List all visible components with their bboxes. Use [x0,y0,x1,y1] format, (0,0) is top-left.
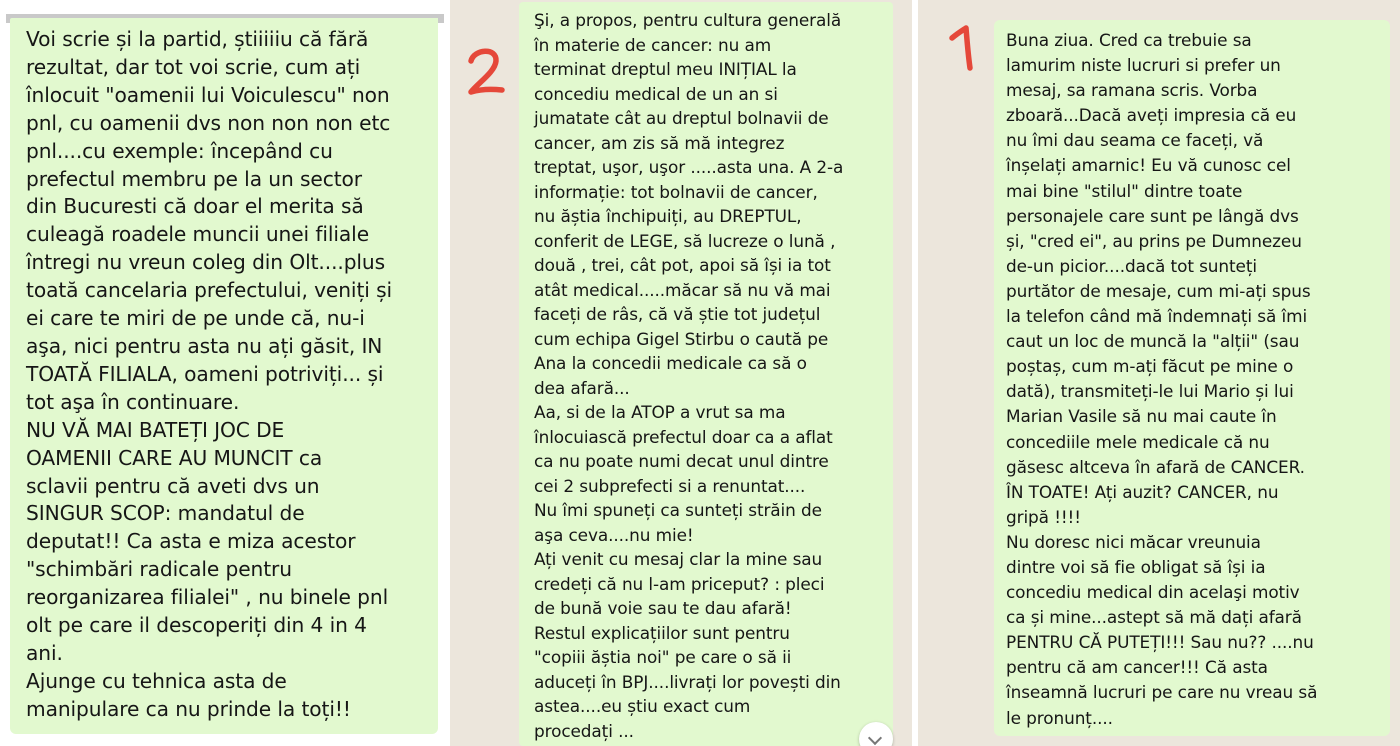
message-bubble: Voi scrie și la partid, știiiiiu că fără rezultat, dar tot voi scrie, cum ați înlocuit "oamenii lui Voiculescu" non pnl, cu oamenii dvs non non non etc pnl....cu exemple: începând cu prefectul membru pe la un sector din Bucuresti că doar el merita să culeagă roadele muncii unei filiale întregi nu vreun coleg din Olt....plus toată cancelaria prefectului, veniți și ei care te miri de pe unde că, nu-i aşa, nici pentru asta nu ați găsit, IN TOATĂ FILIALA, oameni potriviți... și tot aşa în continuare. NU VĂ MAI BATEȚI JOC DE OAMENII CARE AU MUNCIT ca sclavii pentru că aveti dvs un SINGUR SCOP: mandatul de deputat!! Ca asta e miza acestor "schimbări radicale pentru reorganizarea filialei" , nu binele pnl olt pe care il descoperiți din 4 in 4 ani. Ajunge cu tehnica asta de manipulare ca nu prinde la toți!! [10,18,438,734]
message-bubble: Buna ziua. Cred ca trebuie sa lamurim niste lucruri si prefer un mesaj, sa ramana scris. Vorba zboară...Dacă aveți impresia că eu nu îmi dau seama ce faceți, vă înșelați amarnic! Eu vă cunosc cel mai bine "stilul" dintre toate personajele care sunt pe lângă dvs și, "cred ei", au prins pe Dumnezeu de-un picior....dacă tot sunteți purtător de mesaje, cum mi-ați spus la telefon când mă îndemnați să îmi caut un loc de muncă la "alții" (sau poștaș, cum m-ați făcut pe mine o dată), transmiteți-le lui Mario și lui Marian Vasile să nu mai caute în concediile mele medicale că nu găsesc altceva în afară de CANCER. ÎN TOATE! Ați auzit? CANCER, nu gripă !!!! Nu doresc nici măcar vreunuia dintre voi să fie obligat să își ia concediu medical din acelaşi motiv ca și mine...astept să mă dați afară PENTRU CĂ PUTEȚI!!! Sau nu?? ....nu pentru că am cancer!!! Că asta înseamnă lucruri pe care nu vreau să le pronunț.... [994,20,1390,736]
message-bubble: Şi, a propos, pentru cultura generală în materie de cancer: nu am terminat dreptul meu INIȚIAL la concediu medical de un an si jumatate cât au dreptul bolnavii de cancer, am zis să mă integrez treptat, uşor, uşor .....asta una. A 2-a informație: tot bolnavii de cancer, nu ăștia închipuiți, au DREPTUL, conferit de LEGE, să lucreze o lună , două , trei, cât pot, apoi să își ia tot atât medical.....măcar să nu vă mai faceți de râs, că vă știe tot județul cum echipa Gigel Stirbu o caută pe Ana la concedii medicale ca să o dea afară... Aa, si de la ATOP a vrut sa ma înlocuiască prefectul doar ca a aflat ca nu poate numi decat unul dintre cei 2 subprefecti si a renuntat.... Nu îmi spuneți ca sunteți străin de aşa ceva....nu mie! Ați venit cu mesaj clar la mine sau credeți că nu l-am priceput? : pleci de bună voie sau te dau afară! Restul explicațiilor sunt pentru "copiii ăștia noi" pe care o să ii aduceți în BPJ....livrați lor povești din astea....eu știu exact cum procedați ... [519,2,893,746]
annotation-number-2 [466,46,506,98]
screenshot-panel-1 [0,0,444,746]
screenshot-panel-3 [918,0,1400,746]
chevron-down-icon [868,731,882,745]
annotation-number-1 [946,24,980,72]
screenshot-panel-2 [450,0,912,746]
